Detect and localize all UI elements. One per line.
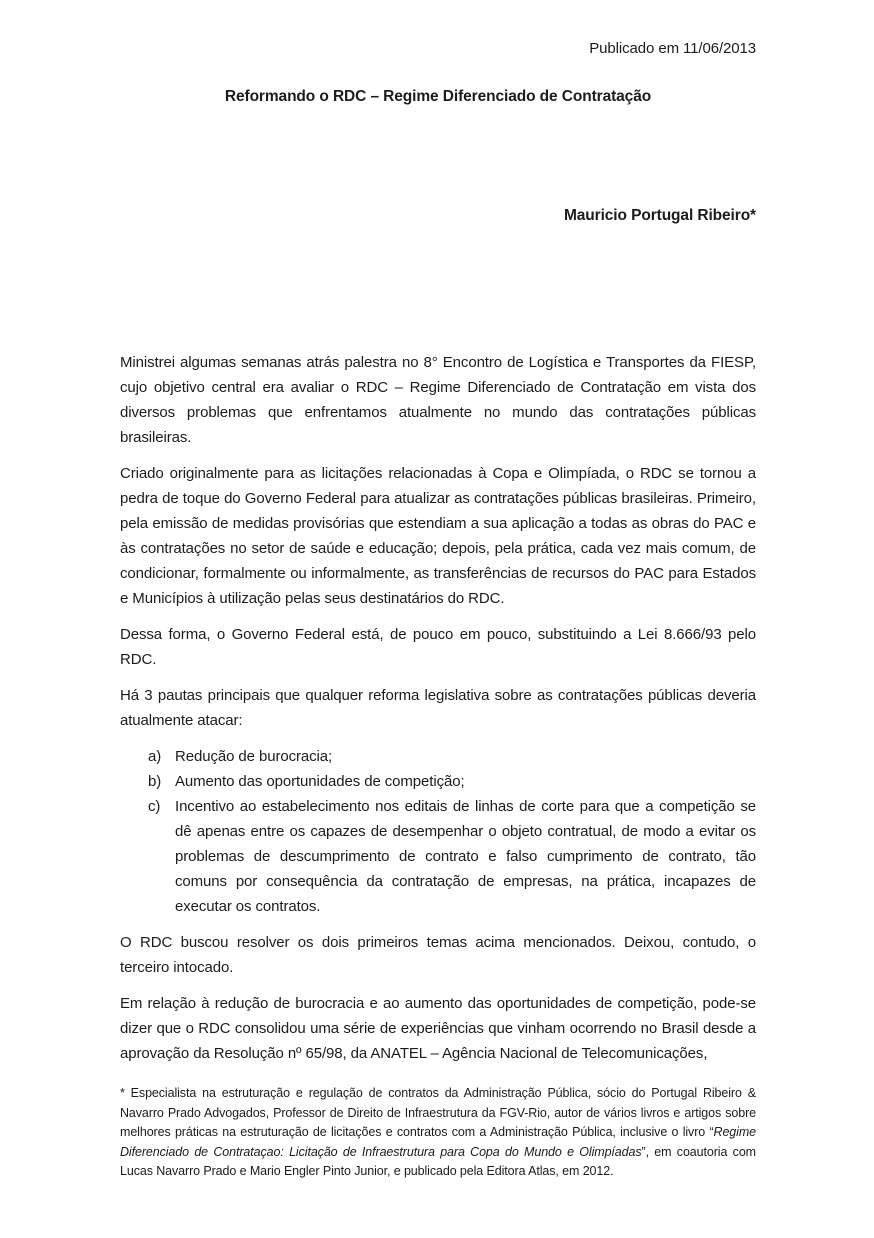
list-item-a [120,744,756,769]
paragraph-6: Em relação à redução de burocracia e ao aumento das oportunidades de competição, pode-se dizer que o RDC consolidou uma série de experiências que vinham ocorrendo no Brasil desde a aprovação da Resolução nº 65/98, da ANATEL – Agência Nacional de Telecomunicações, [120,995,756,1062]
footnote-text: * Especialista na estruturação e regulação de contratos da Administração Pública, sócio do Portugal Ribeiro & Navarro Prado Advogados, Professor de Direito de Infraestrutura da FGV-Rio, autor de vários livros e artigos sobre melhores práticas na estruturação de licitações e contratos com a Administração Pública, inclusive o livro “ [120,1086,756,1139]
list-marker: c) [148,798,161,815]
document-body [120,350,756,1066]
paragraph-5: O RDC buscou resolver os dois primeiros temas acima mencionados. Deixou, contudo, o terceiro intocado. [120,934,756,976]
page-title: Reformando o RDC – Regime Diferenciado de Contratação [224,88,652,105]
list-item-c [120,794,756,919]
paragraph-3: Dessa forma, o Governo Federal está, de pouco em pouco, substituindo a Lei 8.666/93 pelo RDC. [120,626,756,668]
ordered-list [120,744,756,919]
paragraph-1: Ministrei algumas semanas atrás palestra no 8° Encontro de Logística e Transportes da FIESP, cujo objetivo central era avaliar o RDC – Regime Diferenciado de Contratação em vista dos diversos problemas que enfrentamos atualmente no mundo das contratações públicas brasileiras. [120,354,756,446]
paragraph-2: Criado originalmente para as licitações relacionadas à Copa e Olimpíada, o RDC se tornou a pedra de toque do Governo Federal para atualizar as contratações públicas brasileiras. Primeiro, pela emissão de medidas provisórias que estendiam a sua aplicação a todas as obras do PAC e às contratações no setor de saúde e educação; depois, pela prática, cada vez mais comum, de condicionar, formalmente ou informalmente, as transferências de recursos do PAC para Estados e Municípios à utilização pelas seus destinatários do RDC. [120,465,756,607]
list-marker: b) [148,773,162,790]
footnote [120,1084,756,1182]
list-item-text: Incentivo ao estabelecimento nos editais de linhas de corte para que a competição se dê apenas entre os capazes de desempenhar o objeto contratual, de modo a evitar os problemas de descumprimento de contrato e falso cumprimento de contrato, tão comuns por consequência da contratação de empresas, na prática, incapazes de executar os contratos. [175,798,756,915]
footnote-book-title: Regime Diferenciado de Contrataçao: Licitação de Infraestrutura para Copa do Mundo e Olimpíadas [120,1125,756,1159]
list-item-text: Redução de burocracia; [175,748,333,765]
author-byline: Mauricio Portugal Ribeiro* [563,207,756,224]
published-date: Publicado em 11/06/2013 [589,40,756,57]
paragraph-4: Há 3 pautas principais que qualquer reforma legislativa sobre as contratações públicas deveria atualmente atacar: [120,687,756,729]
footnote-text: ”, em coautoria com Lucas Navarro Prado e Mario Engler Pinto Junior, e publicado pela Editora Atlas, em 2012. [120,1144,756,1178]
list-marker: a) [148,748,162,765]
list-item-text: Aumento das oportunidades de competição; [175,773,465,790]
list-item-b [120,769,756,794]
